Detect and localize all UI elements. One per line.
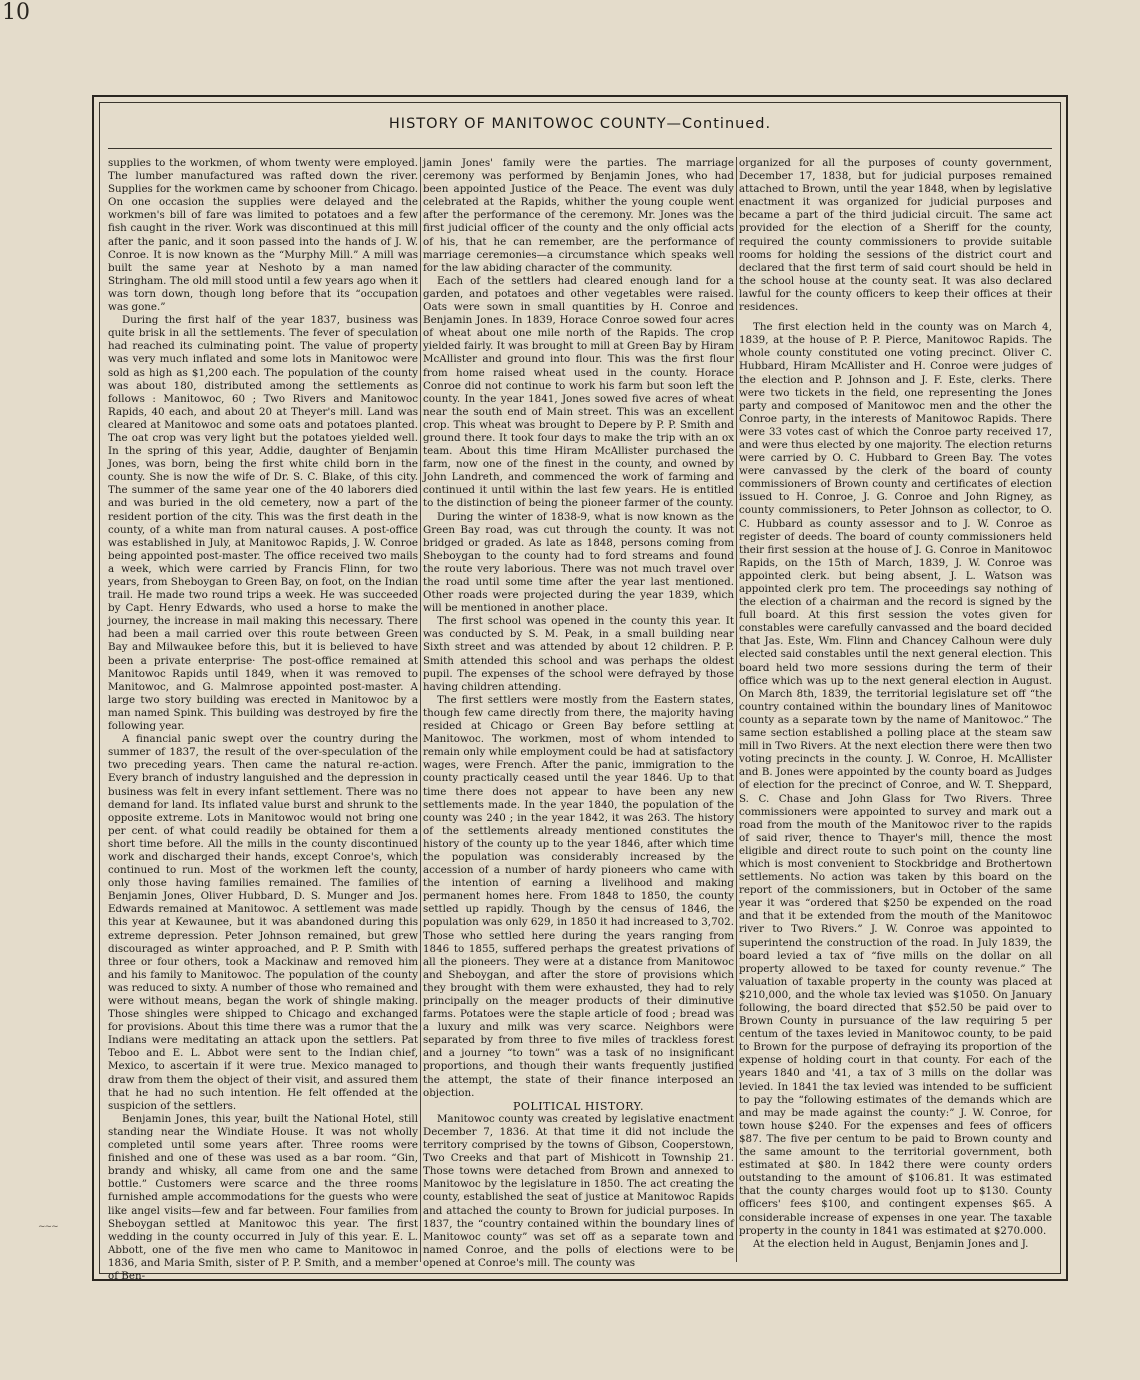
paragraph: Benjamin Jones, this year, built the National Hotel, still standing near the Windiate House. It was not wholly completed until some years after. Three rooms were finished and one of these was used as a bar room. “Gin, brandy and whisky, all came from one and the same bottle.” Customers were scarce and the three rooms furnished ample accommodations for the guests who were like angel visits—few and far between. Four families from Sheboygan settled at Manitowoc this year. The first wedding in the county occurred in July of this year. E. L. Abbott, one of the five men who came to Manitowoc in 1836, and Maria Smith, sister of P. P. Smith, and a member of Ben- (108, 1112, 418, 1282)
paragraph: supplies to the workmen, of whom twenty were employed. The lumber manufactured was rafted down the river. Supplies for the workmen came by schooner from Chicago. On one occasion the supplies were delayed and the workmen's bill of fare was limited to potatoes and a few fish caught in the river. Work was discontinued at this mill after the panic, and it soon passed into the hands of J. W. Conroe. It is now known as the “Murphy Mill.” A mill was built the same year at Neshoto by a man named Stringham. The old mill stood until a few years ago when it was torn down, though long before that its “occupation was gone.” (108, 157, 418, 314)
text-column-1 (108, 157, 418, 1282)
paragraph: During the winter of 1838-9, what is now known as the Green Bay road, was cut through the county. It was not bridged or graded. As late as 1848, persons coming from Sheboygan to the county had to ford streams and found the route very laborious. There was not much travel over the road until some time after the year last mentioned. Other roads were projected during the year 1839, which will be mentioned in another place. (423, 510, 734, 615)
margin-mark: ~~~ (38, 1222, 58, 1232)
paragraph: Each of the settlers had cleared enough land for a garden, and potatoes and other vegetables were raised. Oats were sown in small quantities by H. Conroe and Benjamin Jones. In 1839, Horace Conroe sowed four acres of wheat about one mile north of the Rapids. The crop yielded fairly. It was brought to mill at Green Bay by Hiram McAllister and ground into flour. This was the first flour from home raised wheat used in the county. Horace Conroe did not continue to work his farm but soon left the county. In the year 1841, Jones sowed five acres of wheat near the south end of Main street. This was an excellent crop. This wheat was brought to Depere by P. P. Smith and ground there. It took four days to make the trip with an ox team. About this time Hiram McAllister purchased the farm, now one of the finest in the county, and owned by John Landreth, and commenced the work of farming and continued it until within the last few years. He is entitled to the distinction of being the pioneer farmer of the county. (423, 274, 734, 510)
paragraph: The first settlers were mostly from the Eastern states, though few came directly from there, the majority having resided at Chicago or Green Bay before settling at Manitowoc. The workmen, most of whom intended to remain only while employment could be had at satisfactory wages, were French. After the panic, immigration to the county practically ceased until the year 1846. Up to that time there does not appear to have been any new settlements made. In the year 1840, the population of the county was 240 ; in the year 1842, it was 263. The history of the settlements already mentioned constitutes the history of the county up to the year 1846, after which time the population was considerably increased by the accession of a number of hardy pioneers who came with the intention of earning a livelihood and making permanent homes here. From 1848 to 1850, the county settled up rapidly. Though by the census of 1846, the population was only 629, in 1850 it had increased to 3,702. Those who settled here during the years ranging from 1846 to 1855, suffered perhaps the greatest privations of all the pioneers. They were at a distance from Manitowoc and Sheboygan, and after the store of provisions which they brought with them were exhausted, they had to rely principally on the meager products of their diminutive farms. Potatoes were the staple article of food ; bread was a luxury and milk was very scarce. Neighbors were separated by from three to five miles of trackless forest and a journey “to town” was a task of no insignificant proportions, and though their wants frequently justified the attempt, the state of their finance interposed an objection. (423, 693, 734, 1099)
page-number: 10 (2, 0, 30, 25)
title-rule (108, 148, 1052, 149)
column-divider (420, 157, 421, 1262)
paragraph: At the election held in August, Benjamin Jones and J. (753, 1237, 1029, 1250)
column-divider (736, 157, 737, 1262)
section-heading-political-history: POLITICAL HISTORY. (512, 1099, 645, 1113)
page-title: HISTORY OF MANITOWOC COUNTY—Continued. (388, 116, 772, 132)
paragraph: The first election held in the county was on March 4, 1839, at the house of P. P. Pierce, Manitowoc Rapids. The whole county constituted one voting precinct. Oliver C. Hubbard, Hiram McAllister and H. Conroe were judges of the election and P. Johnson and J. F. Este, clerks. There were two tickets in the field, one representing the Jones party and composed of Manitowoc men and the other the Conroe party, in the interests of Manitowoc Rapids. There were 33 votes cast of which the Conroe party received 17, and were thus elected by one majority. The election returns were carried by O. C. Hubbard to Green Bay. The votes were canvassed by the clerk of the board of county commissioners of Brown county and certificates of election issued to H. Conroe, J. G. Conroe and John Rigney, as county commissioners, to Peter Johnson as collector, to O. C. Hubbard as county assessor and to J. W. Conroe as register of deeds. The board of county commissioners held their first session at the house of J. G. Conroe in Manitowoc Rapids, on the 15th of March, 1839, J. W. Conroe was appointed clerk. but being absent, J. L. Watson was appointed clerk pro tem. The proceedings say nothing of the election of a chairman and the record is signed by the full board. At this first session the votes given for constables were carefully canvassed and the board decided that Jas. Este, Wm. Flinn and Chancey Calhoun were duly elected said constables until the next general election. This board held two more sessions during the term of their office which was up to the next general election in August. On March 8th, 1839, the territorial legislature set off “the country contained within the boundary lines of Manitowoc county as a separate town by the name of Manitowoc.” The same section established a polling place at the steam saw mill in Two Rivers. At the next election there were then two voting precincts in the county. J. W. Conroe, H. McAllister and B. Jones were appointed by the county board as Judges of election for the precinct of Conroe, and W. T. Sheppard, S. C. Chase and John Glass for Two Rivers. Three commissioners were appointed to survey and mark out a road from the mouth of the Manitowoc river to the rapids of said river, thence to Thayer's mill, thence the most eligible and direct route to such point on the county line which is most convenient to Stockbridge and Brothertown settlements. No action was taken by this board on the report of the commissioners, but in October of the same year it was “ordered that $250 be expended on the road and that it be extended from the mouth of the Manitowoc river to Two Rivers.” J. W. Conroe was appointed to superintend the construction of the road. In July 1839, the board levied a tax of “five mills on the dollar on all property allowed to be taxed for county revenue.” The valuation of taxable property in the county was placed at $210,000, and the whole tax levied was $1050. On January following, the board directed that $52.50 be paid over to Brown County in pursuance of the law requiring 5 per centum of the taxes levied in Manitowoc county, to be paid to Brown for the purpose of defraying its proportion of the expense of holding court in that county. For each of the years 1840 and '41, a tax of 3 mills on the dollar was levied. In 1841 the tax levied was intended to be sufficient to pay the “following estimates of the demands which are and may be made against the county:” J. W. Conroe, for town house $240. For the expenses and fees of officers $87. The five per centum to be paid to Brown county and the same amount to the territorial government, both estimated at $80. In 1842 there were county orders outstanding to the amount of $106.81. It was estimated that the county charges would foot up to $130. County officers' fees $100, and contingent expenses $65. A considerable increase of expenses in one year. The taxable property in the county in 1841 was estimated at $270.000. (739, 321, 1052, 1237)
paragraph: organized for all the purposes of county government, December 17, 1838, but for judicial purposes remained attached to Brown, until the year 1848, when by legislative enactment it was organized for judicial purposes and became a part of the third judicial circuit. The same act provided for the election of a Sheriff for the county, required the county commissioners to provide suitable rooms for holding the sessions of the district court and declared that the first term of said court should be held in the school house at the county seat. It was also declared lawful for the county officers to keep their offices at their residences. (739, 157, 1052, 314)
paragraph: A financial panic swept over the country during the summer of 1837, the result of the over-speculation of the two preceding years. Then came the natural re-action. Every branch of industry languished and the depression in business was felt in every infant settlement. There was no demand for land. Its inflated value burst and shrunk to the opposite extreme. Lots in Manitowoc would not bring one per cent. of what could readily be obtained for them a short time before. All the mills in the county discontinued work and discharged their hands, except Conroe's, which continued to run. Most of the workmen left the county, only those having families remained. The families of Benjamin Jones, Oliver Hubbard, D. S. Munger and Jos. Edwards remained at Manitowoc. A settlement was made this year at Kewaunee, but it was abandoned during this extreme depression. Peter Johnson remained, but grew discouraged as winter approached, and P. P. Smith with three or four others, took a Mackinaw and removed him and his family to Manitowoc. The population of the county was reduced to sixty. A number of those who remained and were without means, began the work of shingle making. Those shingles were shipped to Chicago and exchanged for provisions. About this time there was a rumor that the Indians were meditating an attack upon the settlers. Pat Teboo and E. L. Abbot were sent to the Indian chief, Mexico, to ascertain if it were true. Mexico managed to draw from them the object of their visit, and assured them that he had no such intention. He felt offended at the suspicion of the settlers. (108, 733, 418, 1112)
paragraph: Manitowoc county was created by legislative enactment December 7, 1836. At that time it did not include the territory comprised by the towns of Gibson, Cooperstown, Two Creeks and that part of Mishicott in Township 21. Those towns were detached from Brown and annexed to Manitowoc by the legislature in 1850. The act creating the county, established the seat of justice at Manitowoc Rapids and attached the county to Brown for judicial purposes. In 1837, the “country contained within the boundary lines of Manitowoc county” was set off as a separate town and named Conroe, and the polls of elections were to be opened at Conroe's mill. The county was (423, 1112, 734, 1269)
text-column-3 (739, 157, 1052, 1262)
text-column-2 (423, 157, 734, 1269)
paragraph: During the first half of the year 1837, business was quite brisk in all the settlements. The fever of speculation had reached its culminating point. The value of property was very much inflated and some lots in Manitowoc were sold as high as $1,200 each. The population of the county was about 180, distributed among the settlements as follows : Manitowoc, 60 ; Two Rivers and Manitowoc Rapids, 40 each, and about 20 at Theyer's mill. Land was cleared at Manitowoc and some oats and potatoes planted. The oat crop was very light but the potatoes yielded well. In the spring of this year, Addie, daughter of Benjamin Jones, was born, being the first white child born in the county. She is now the wife of Dr. S. C. Blake, of this city. The summer of the same year one of the 40 laborers died and was buried in the old cemetery, now a part of the resident portion of the city. This was the first death in the county, of a white man from natural causes. A post-office was established in July, at Manitowoc Rapids, J. W. Conroe being appointed post-master. The office received two mails a week, which were carried by Francis Flinn, for two years, from Sheboygan to Green Bay, on foot, on the Indian trail. He made two round trips a week. He was succeeded by Capt. Henry Edwards, who used a horse to make the journey, the increase in mail making this necessary. There had been a mail carried over this route between Green Bay and Milwaukee before this, but it is believed to have been a private enterprise· The post-office remained at Manitowoc Rapids until 1849, when it was removed to Manitowoc, and G. Malmrose appointed post-master. A large two story building was erected in Manitowoc by a man named Spink. This building was destroyed by fire the following year. (108, 314, 418, 733)
paragraph: The first school was opened in the county this year. It was conducted by S. M. Peak, in a small building near Sixth street and was attended by about 12 children. P. P. Smith attended this school and was perhaps the oldest pupil. The expenses of the school were defrayed by those having children attending. (423, 615, 734, 693)
paragraph: jamin Jones' family were the parties. The marriage ceremony was performed by Benjamin Jones, who had been appointed Justice of the Peace. The event was duly celebrated at the Rapids, whither the young couple went after the performance of the ceremony. Mr. Jones was the first judicial officer of the county and the only official acts of his, that he can remember, are the performance of marriage ceremonies—a circumstance which speaks well for the law abiding character of the community. (423, 157, 734, 274)
